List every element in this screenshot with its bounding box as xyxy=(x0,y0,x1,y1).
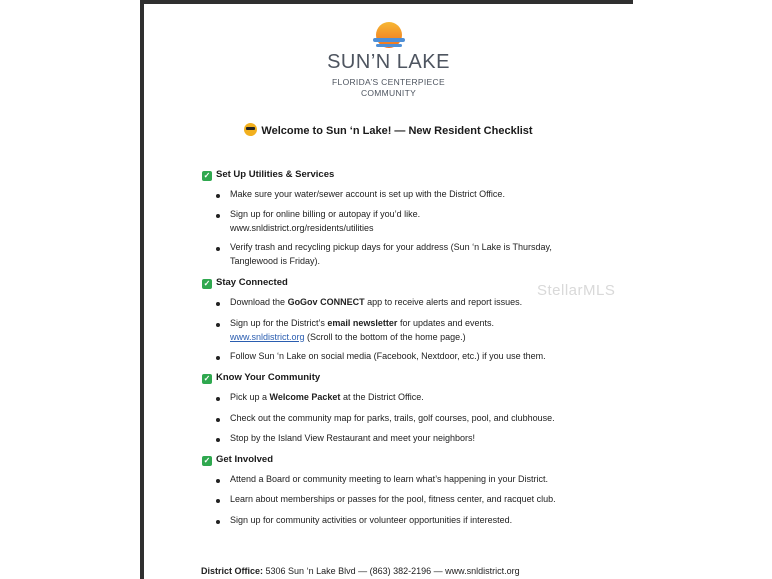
checkbox-checked-icon: ✓ xyxy=(203,374,211,383)
list-item: Pick up a Welcome Packet at the District Office. xyxy=(230,392,424,402)
bullet-icon xyxy=(216,397,220,401)
list-item: Sign up for community activities or volunteer opportunities if interested. xyxy=(230,515,513,525)
bullet-icon xyxy=(216,479,220,483)
list-item: Attend a Board or community meeting to learn what’s happening in your District. xyxy=(230,474,548,484)
bullet-icon xyxy=(216,438,220,442)
page-title: Welcome to Sun ‘n Lake! — New Resident Checklist xyxy=(144,123,633,137)
list-item: Follow Sun ‘n Lake on social media (Facebook, Nextdoor, etc.) if you use them. xyxy=(230,351,546,361)
bullet-icon xyxy=(216,356,220,360)
list-item: Download the GoGov CONNECT app to receive alerts and report issues. xyxy=(230,297,523,307)
list-item: Sign up for the District’s email newsletter for updates and events. www.snldistrict.org (Scroll to the bottom of the home page.) xyxy=(230,318,495,342)
list-item: Learn about memberships or passes for the pool, fitness center, and racquet club. xyxy=(230,494,556,504)
document-page xyxy=(144,4,633,579)
section-heading-connected: ✓ Stay Connected xyxy=(203,277,288,288)
list-item: Sign up for online billing or autopay if you’d like. www.snldistrict.org/residents/utilities xyxy=(230,209,421,233)
bullet-icon xyxy=(216,499,220,503)
bullet-icon xyxy=(216,247,220,251)
list-item: Stop by the Island View Restaurant and meet your neighbors! xyxy=(230,433,475,443)
bullet-icon xyxy=(216,323,220,327)
checkbox-checked-icon: ✓ xyxy=(203,279,211,288)
checkbox-checked-icon: ✓ xyxy=(203,171,211,180)
section-heading-get-involved: ✓ Get Involved xyxy=(203,454,274,465)
sunglasses-emoji-icon xyxy=(244,123,257,136)
bullet-icon xyxy=(216,418,220,422)
list-item: Make sure your water/sewer account is set up with the District Office. xyxy=(230,189,505,199)
logo-wordmark: SUN’N LAKE xyxy=(327,51,450,73)
section-heading-utilities: ✓ Set Up Utilities & Services xyxy=(203,169,335,180)
list-item: Check out the community map for parks, trails, golf courses, pool, and clubhouse. xyxy=(230,413,555,423)
list-item: Verify trash and recycling pickup days for your address (Sun ‘n Lake is Thursday, Tanglewood is Friday). xyxy=(230,242,552,266)
bullet-icon xyxy=(216,214,220,218)
logo-tagline: FLORIDA’S CENTERPIECE COMMUNITY xyxy=(332,77,445,98)
checkbox-checked-icon: ✓ xyxy=(203,456,211,465)
bullet-icon xyxy=(216,194,220,198)
bullet-icon xyxy=(216,520,220,524)
section-heading-community: ✓ Know Your Community xyxy=(203,372,321,383)
bullet-icon xyxy=(216,302,220,306)
watermark: StellarMLS xyxy=(537,282,616,299)
website-link[interactable]: www.snldistrict.org xyxy=(230,331,305,342)
district-office-footer: District Office: 5306 Sun ‘n Lake Blvd — (863) 382-2196 — www.snldistrict.org xyxy=(201,566,520,576)
